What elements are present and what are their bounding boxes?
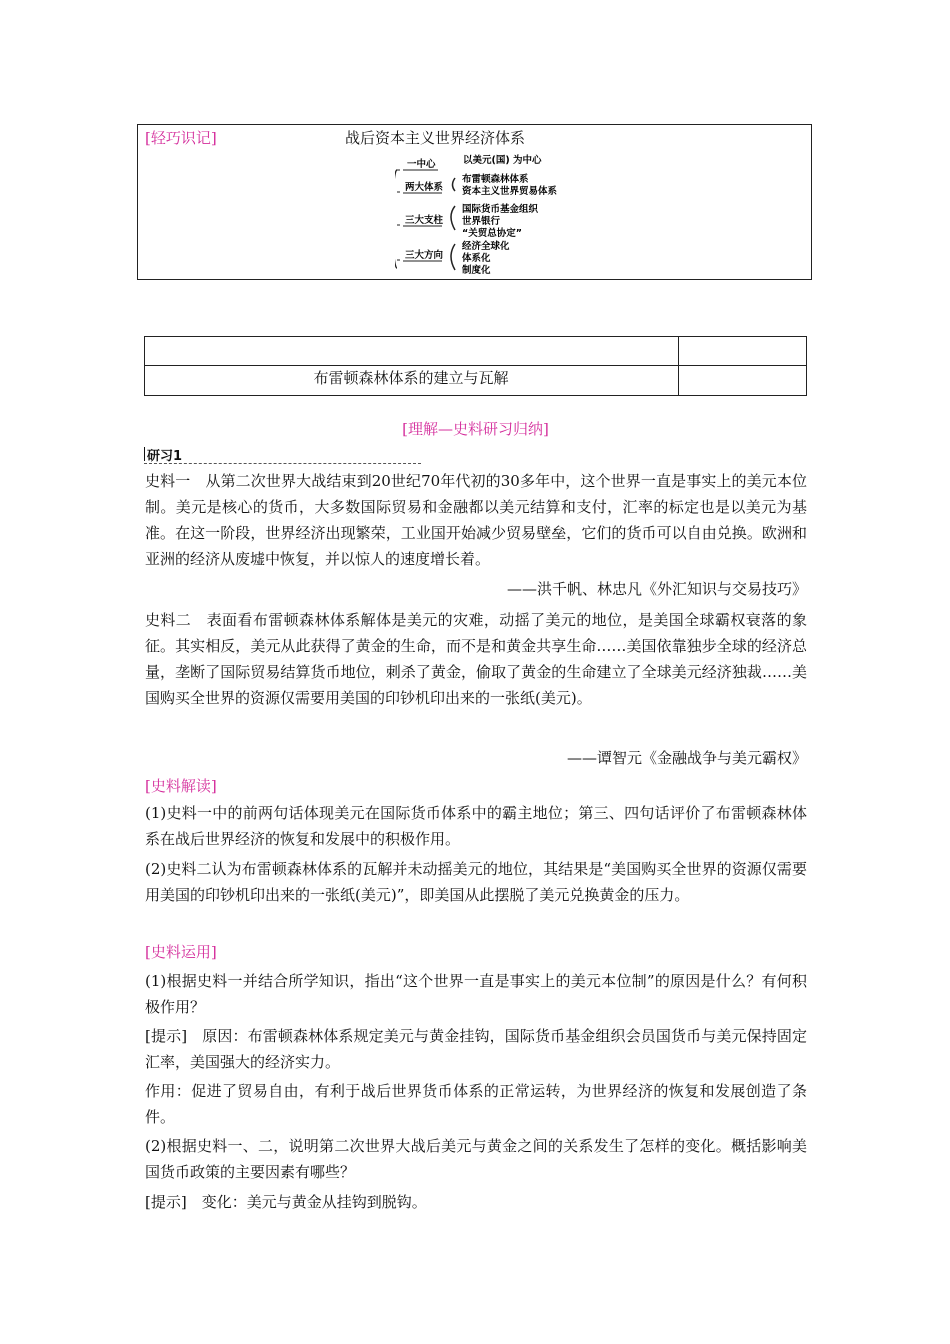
mm-center-desc: 以美元(国) 为中心 [463,155,542,166]
interpret-tag: [史料解读] [145,777,217,795]
interpret-p1: (1)史料一中的前两句话体现美元在国际货币体系中的霸主地位；第三、四句话评价了布雷顿森林体系在战后世界经济的恢复和发展中的积极作用。 [145,804,807,848]
mm-pillar-item: 国际货币基金组织 [462,204,539,215]
mm-dir-item: 制度化 [462,265,491,276]
mm-center: 一中心 [407,159,436,170]
source-two-text: 史料二 表面看布雷顿森林体系解体是美元的灾难，动摇了美元的地位，是美国全球霸权衰落的象征。其实相反，美元从此获得了黄金的生命，而不是和黄金共享生命……美国依靠独步全球的经济总量，垄断了国际贸易结算货币地位，刺杀了黄金，偷取了黄金的生命建立了全球美元经济独裁……美国购买全世界的资源仅需要用美国的印钞机印出来的一张纸(美元)。 [145,611,807,707]
mm-dir-item: 经济全球化 [462,241,510,252]
label-bar [144,447,145,461]
mm-two-item: 布雷顿森林体系 [462,174,529,185]
mm-pillar-item: “关贸总协定” [462,228,522,239]
apply-hint1: [提示] 原因：布雷顿森林体系规定美元与黄金挂钩，国际货币基金组织会员国货币与美元保持固定汇率，美国强大的经济实力。 [145,1027,807,1071]
yanxi-label: 研习1 [147,449,183,464]
mm-two-label: 两大体系 [405,182,444,193]
source-one-text: 史料一 从第二次世界大战结束到20世纪70年代初的30多年中，这个世界一直是事实上的美元本位制。美元是核心的货币，大多数国际贸易和金融都以美元结算和支付，汇率的标定也是以美元为基准。在这一阶段，世界经济出现繁荣，工业国开始减少贸易壁垒，它们的货币可以自由兑换。欧洲和亚洲的经济从废墟中恢复，并以惊人的速度增长着。 [145,472,807,568]
table-divider [144,365,807,366]
apply-q1: (1)根据史料一并结合所学知识，指出“这个世界一直是事实上的美元本位制”的原因是什么？有何积极作用？ [145,972,807,1016]
mm-dir-item: 体系化 [462,253,491,264]
mm-pillar-item: 世界银行 [462,216,501,227]
source-one-cite: ——洪千帆、林忠凡《外汇知识与交易技巧》 [506,580,807,598]
apply-hint2: [提示] 变化：美元与黄金从挂钩到脱钩。 [145,1193,427,1211]
table-title: 布雷顿森林体系的建立与瓦解 [313,369,509,387]
apply-tag: [史料运用] [145,943,217,961]
table-divider [678,336,679,396]
section-heading: [理解—史料研习归纳] [402,420,549,438]
apply-effect1: 作用：促进了贸易自由，有利于战后世界货币体系的正常运转，为世界经济的恢复和发展创造了条件。 [145,1082,807,1126]
dashed-divider [144,463,421,464]
box-title: 战后资本主义世界经济体系 [345,129,526,147]
mind-map [395,150,565,276]
interpret-p2: (2)史料二认为布雷顿森林体系的瓦解并未动摇美元的地位，其结果是“美国购买全世界的资源仅需要用美国的印钞机印出来的一张纸(美元)”，即美国从此摆脱了美元兑换黄金的压力。 [145,860,807,904]
mm-two-item: 资本主义世界贸易体系 [462,186,558,197]
mm-dir-label: 三大方向 [405,250,444,261]
box-tag: [轻巧识记] [145,129,217,147]
apply-q2: (2)根据史料一、二，说明第二次世界大战后美元与黄金之间的关系发生了怎样的变化。概括影响美国货币政策的主要因素有哪些？ [145,1137,807,1181]
mm-pillars-label: 三大支柱 [405,215,444,226]
source-two-cite: ——谭智元《金融战争与美元霸权》 [566,749,807,767]
